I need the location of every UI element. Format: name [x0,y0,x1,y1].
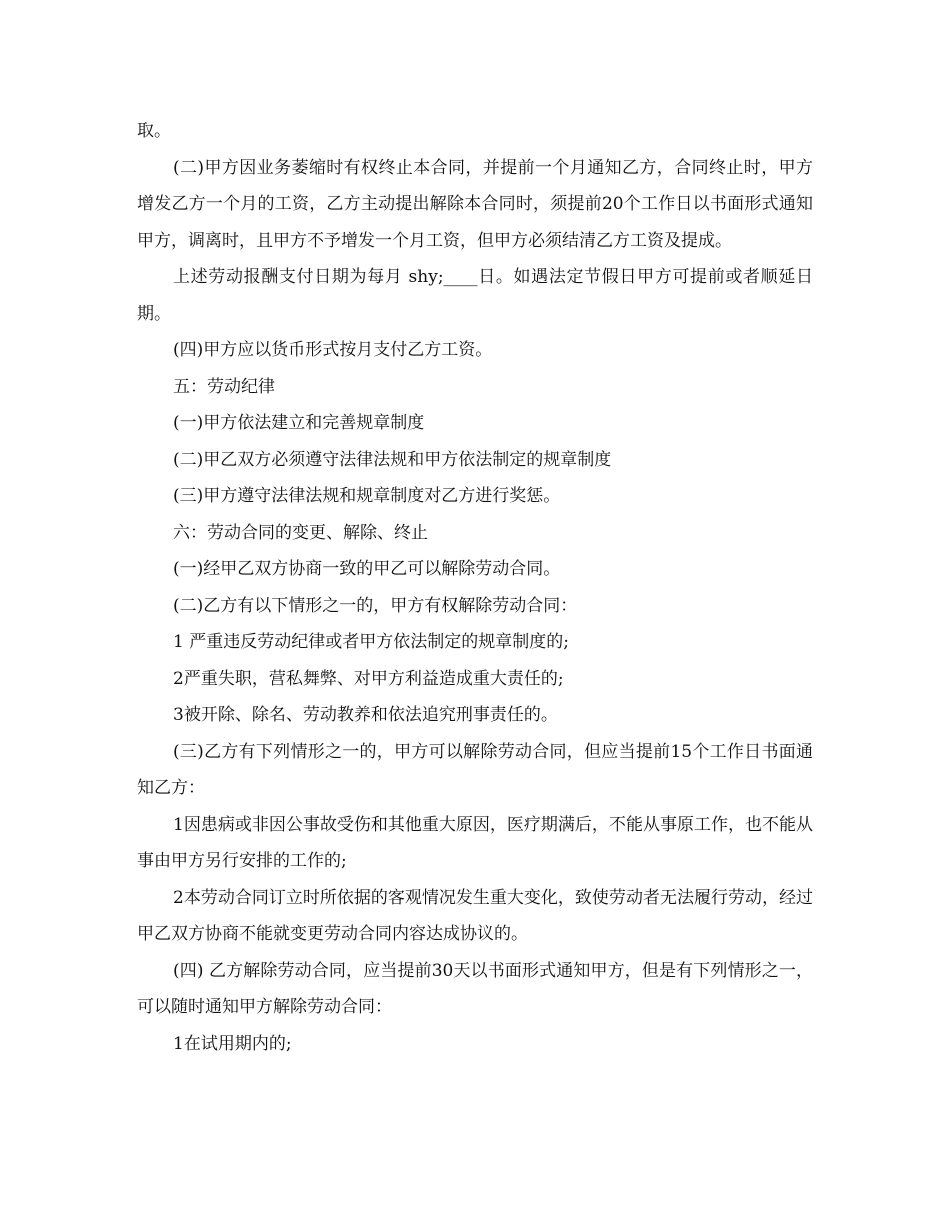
paragraph-5: (一)甲方依法建立和完善规章制度 [173,413,425,433]
paragraph-18: 1在试用期内的; [173,1033,292,1054]
paragraph-12: 2严重失职，营私舞弊、对甲方利益造成重大责任的; [173,668,564,689]
paragraph-13: 3被开除、除名、劳动教养和依法追究刑事责任的。 [173,705,558,725]
document-body [137,113,813,1062]
paragraph-16: 2本劳动合同订立时所依据的客观情况发生重大变化，致使劳动者无法履行劳动，经过甲乙双方协商不能就变更劳动合同内容达成协议的。 [137,887,813,944]
paragraph-15: 1因患病或非因公事故受伤和其他重大原因，医疗期满后，不能从事原工作，也不能从事由甲方另行安排的工作的; [137,814,813,871]
paragraph-6: (二)甲乙双方必须遵守法律法规和甲方依法制定的规章制度 [173,449,612,470]
paragraph-7: (三)甲方遵守法律法规和规章制度对乙方进行奖惩。 [173,486,561,506]
paragraph-2: 上述劳动报酬支付日期为每月 shy;____日。如遇法定节假日甲方可提前或者顺延日期。 [137,267,813,324]
paragraph-17: (四) 乙方解除劳动合同，应当提前30天以书面形式通知甲方，但是有下列情形之一，可以随时通知甲方解除劳动合同： [137,960,813,1017]
paragraph-9: (一)经甲乙双方协商一致的甲乙可以解除劳动合同。 [173,559,561,579]
paragraph-11: 1 严重违反劳动纪律或者甲方依法制定的规章制度的; [173,632,569,652]
paragraph-0: 取。 [137,121,171,141]
section-heading-6: 六：劳动合同的变更、解除、终止 [173,522,428,543]
paragraph-3: (四)甲方应以货币形式按月支付乙方工资。 [173,340,493,360]
paragraph-10: (二)乙方有以下情形之一的，甲方有权解除劳动合同： [173,595,578,616]
section-heading-5: 五：劳动纪律 [173,376,275,397]
paragraph-1: (二)甲方因业务萎缩时有权终止本合同，并提前一个月通知乙方，合同终止时，甲方增发乙方一个月的工资，乙方主动提出解除本合同时，须提前20个工作日以书面形式通知甲方，调离时，且甲方不予增发一个月工资，但甲方必须结清乙方工资及提成。 [137,157,813,251]
paragraph-14: (三)乙方有下列情形之一的，甲方可以解除劳动合同，但应当提前15个工作日书面通知乙方： [137,741,813,798]
